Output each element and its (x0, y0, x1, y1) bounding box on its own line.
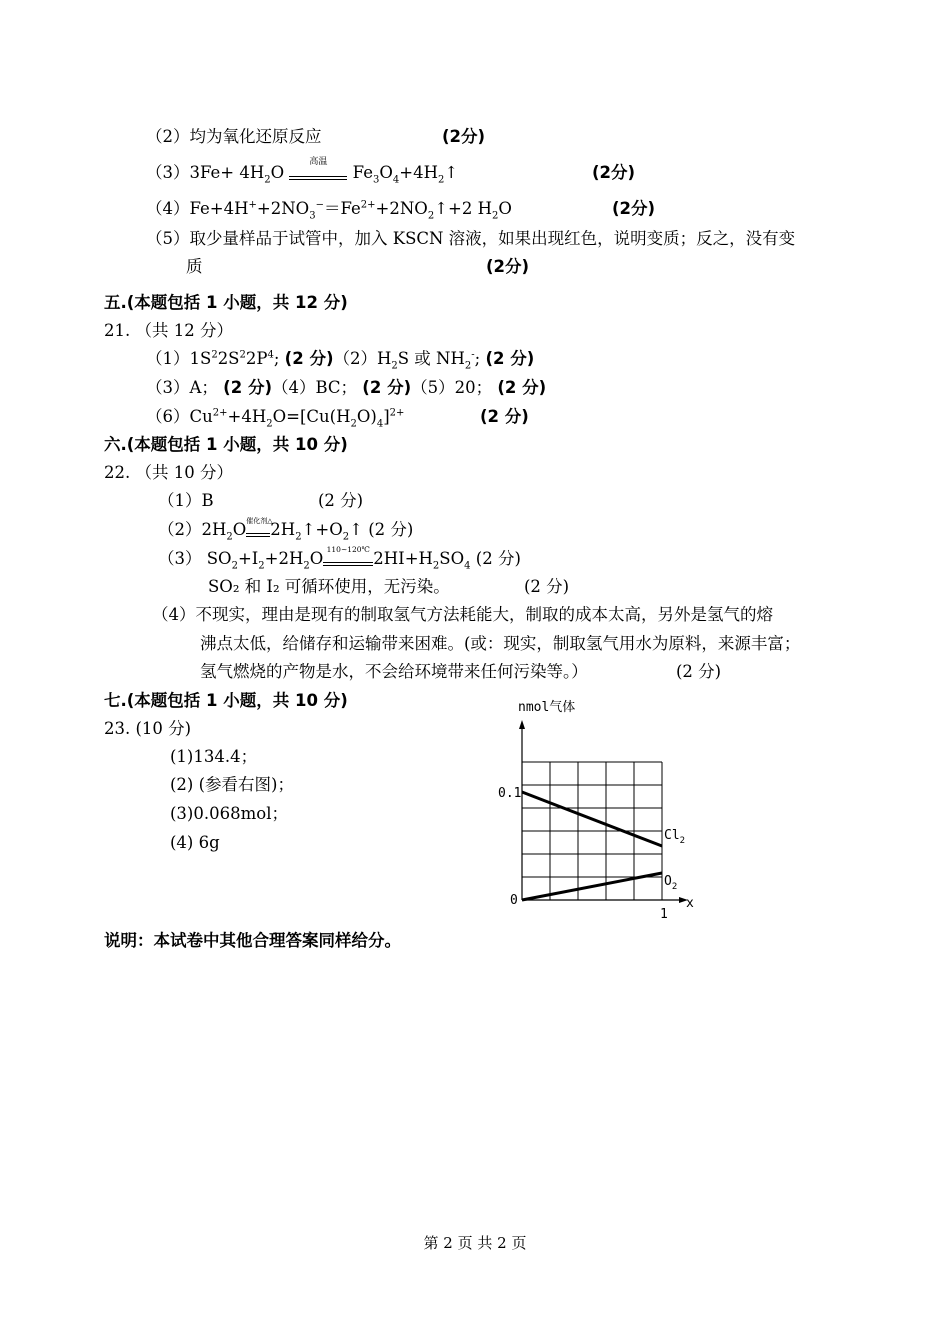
score-4-2: (2分) (442, 127, 486, 146)
question-23: 23. (10 分) (104, 719, 192, 738)
answer-4-5: （5）取少量样品于试管中，加入 KSCN 溶液，如果出现红色，说明变质；反之，没有变 (146, 229, 796, 248)
reaction-condition: 催化剂△ (246, 520, 270, 541)
score-4-4: (2分) (612, 199, 656, 218)
y-tick-0-1: 0.1 (498, 786, 522, 801)
answer-23-2: (2) (参看右图)； (170, 775, 294, 794)
reaction-condition: 110~120℃ (323, 549, 373, 570)
x-axis-label: x (686, 896, 694, 911)
section-5-heading: 五.(本题包括 1 小题，共 12 分) (104, 293, 348, 312)
answer-4-4: $(4)Fe+4H^++2NO_3^-=Fe^{2+}+2NO_2↑+2$ $H_2O$ (146, 199, 512, 222)
section-7-heading: 七.(本题包括 1 小题，共 10 分) (104, 691, 348, 710)
answer-22-4: （4）不现实，理由是现有的制取氢气方法耗能大，制取的成本太高，另外是氢气的熔 (152, 605, 773, 624)
o2-series-label: $O_2$ (664, 874, 678, 892)
answer-22-3-note: SO₂ 和 I₂ 可循环使用，无污染。 (208, 577, 450, 596)
y-axis-label: nmol气体 (518, 700, 576, 715)
cl2-series-label: $Cl_2$ (664, 828, 686, 846)
reaction-condition: 高温 (289, 163, 347, 184)
score-21-6: (2 分) (480, 407, 529, 426)
score-22-3-note: (2 分) (524, 577, 570, 596)
question-22: 22. （共 10 分） (104, 463, 233, 482)
answer-23-1: (1)134.4； (170, 747, 258, 766)
answer-4-2: （2）均为氧化还原反应 (146, 127, 322, 146)
answer-4-3: $(3)3Fe+ 4H_2O$ 高温 $Fe_3O_4+4H_2↑$ (146, 157, 459, 186)
question-21: 21. （共 12 分） (104, 321, 233, 340)
score-22-1: (2 分) (318, 491, 364, 510)
answer-22-1: （1）B (158, 491, 214, 510)
answer-21-3-5: （3）A； (2 分)（4）BC； (2 分)（5）20； (2 分) (146, 378, 547, 397)
page-footer: 第 2 页 共 2 页 (423, 1234, 527, 1252)
x-tick-1: 1 (660, 907, 668, 922)
answer-22-2: $(2)2H_2O$ 催化剂△ $2H_2↑+O_2↑$ (2 分) (158, 517, 414, 543)
answer-21-6: $(6)Cu^{2+}+4H_2O=[Cu(H_2O)_4]^{2+}$ (146, 407, 405, 430)
answer-21-1-2: $(1)1S^22S^22P^4$; (2 分)$(2)H_2S$ 或 $NH_2^-$; (2 分) (146, 349, 535, 372)
grading-note: 说明：本试卷中其他合理答案同样给分。 (104, 931, 401, 950)
answer-22-4-line3: 氢气燃烧的产物是水，不会给环境带来任何污染等。） (200, 662, 588, 681)
answer-23-3: (3)0.068mol； (170, 804, 288, 823)
answer-22-3: （3） $SO_2+I_2+2H_2O$ 110~120℃ $2HI+H_2SO_4$ (2 分) (158, 545, 521, 572)
answer-23-4: (4) 6g (170, 833, 220, 852)
score-4-5: (2分) (486, 257, 530, 276)
y-tick-0: 0 (510, 893, 518, 908)
score-4-3: (2分) (592, 163, 636, 182)
gas-amount-graph (496, 694, 700, 922)
answer-22-4-line2: 沸点太低，给储存和运输带来困难。(或：现实，制取氢气用水为原料，来源丰富； (200, 634, 801, 653)
section-6-heading: 六.(本题包括 1 小题，共 10 分) (104, 435, 348, 454)
answer-4-5-cont: 质 (186, 257, 203, 276)
score-22-4: (2 分) (676, 662, 722, 681)
